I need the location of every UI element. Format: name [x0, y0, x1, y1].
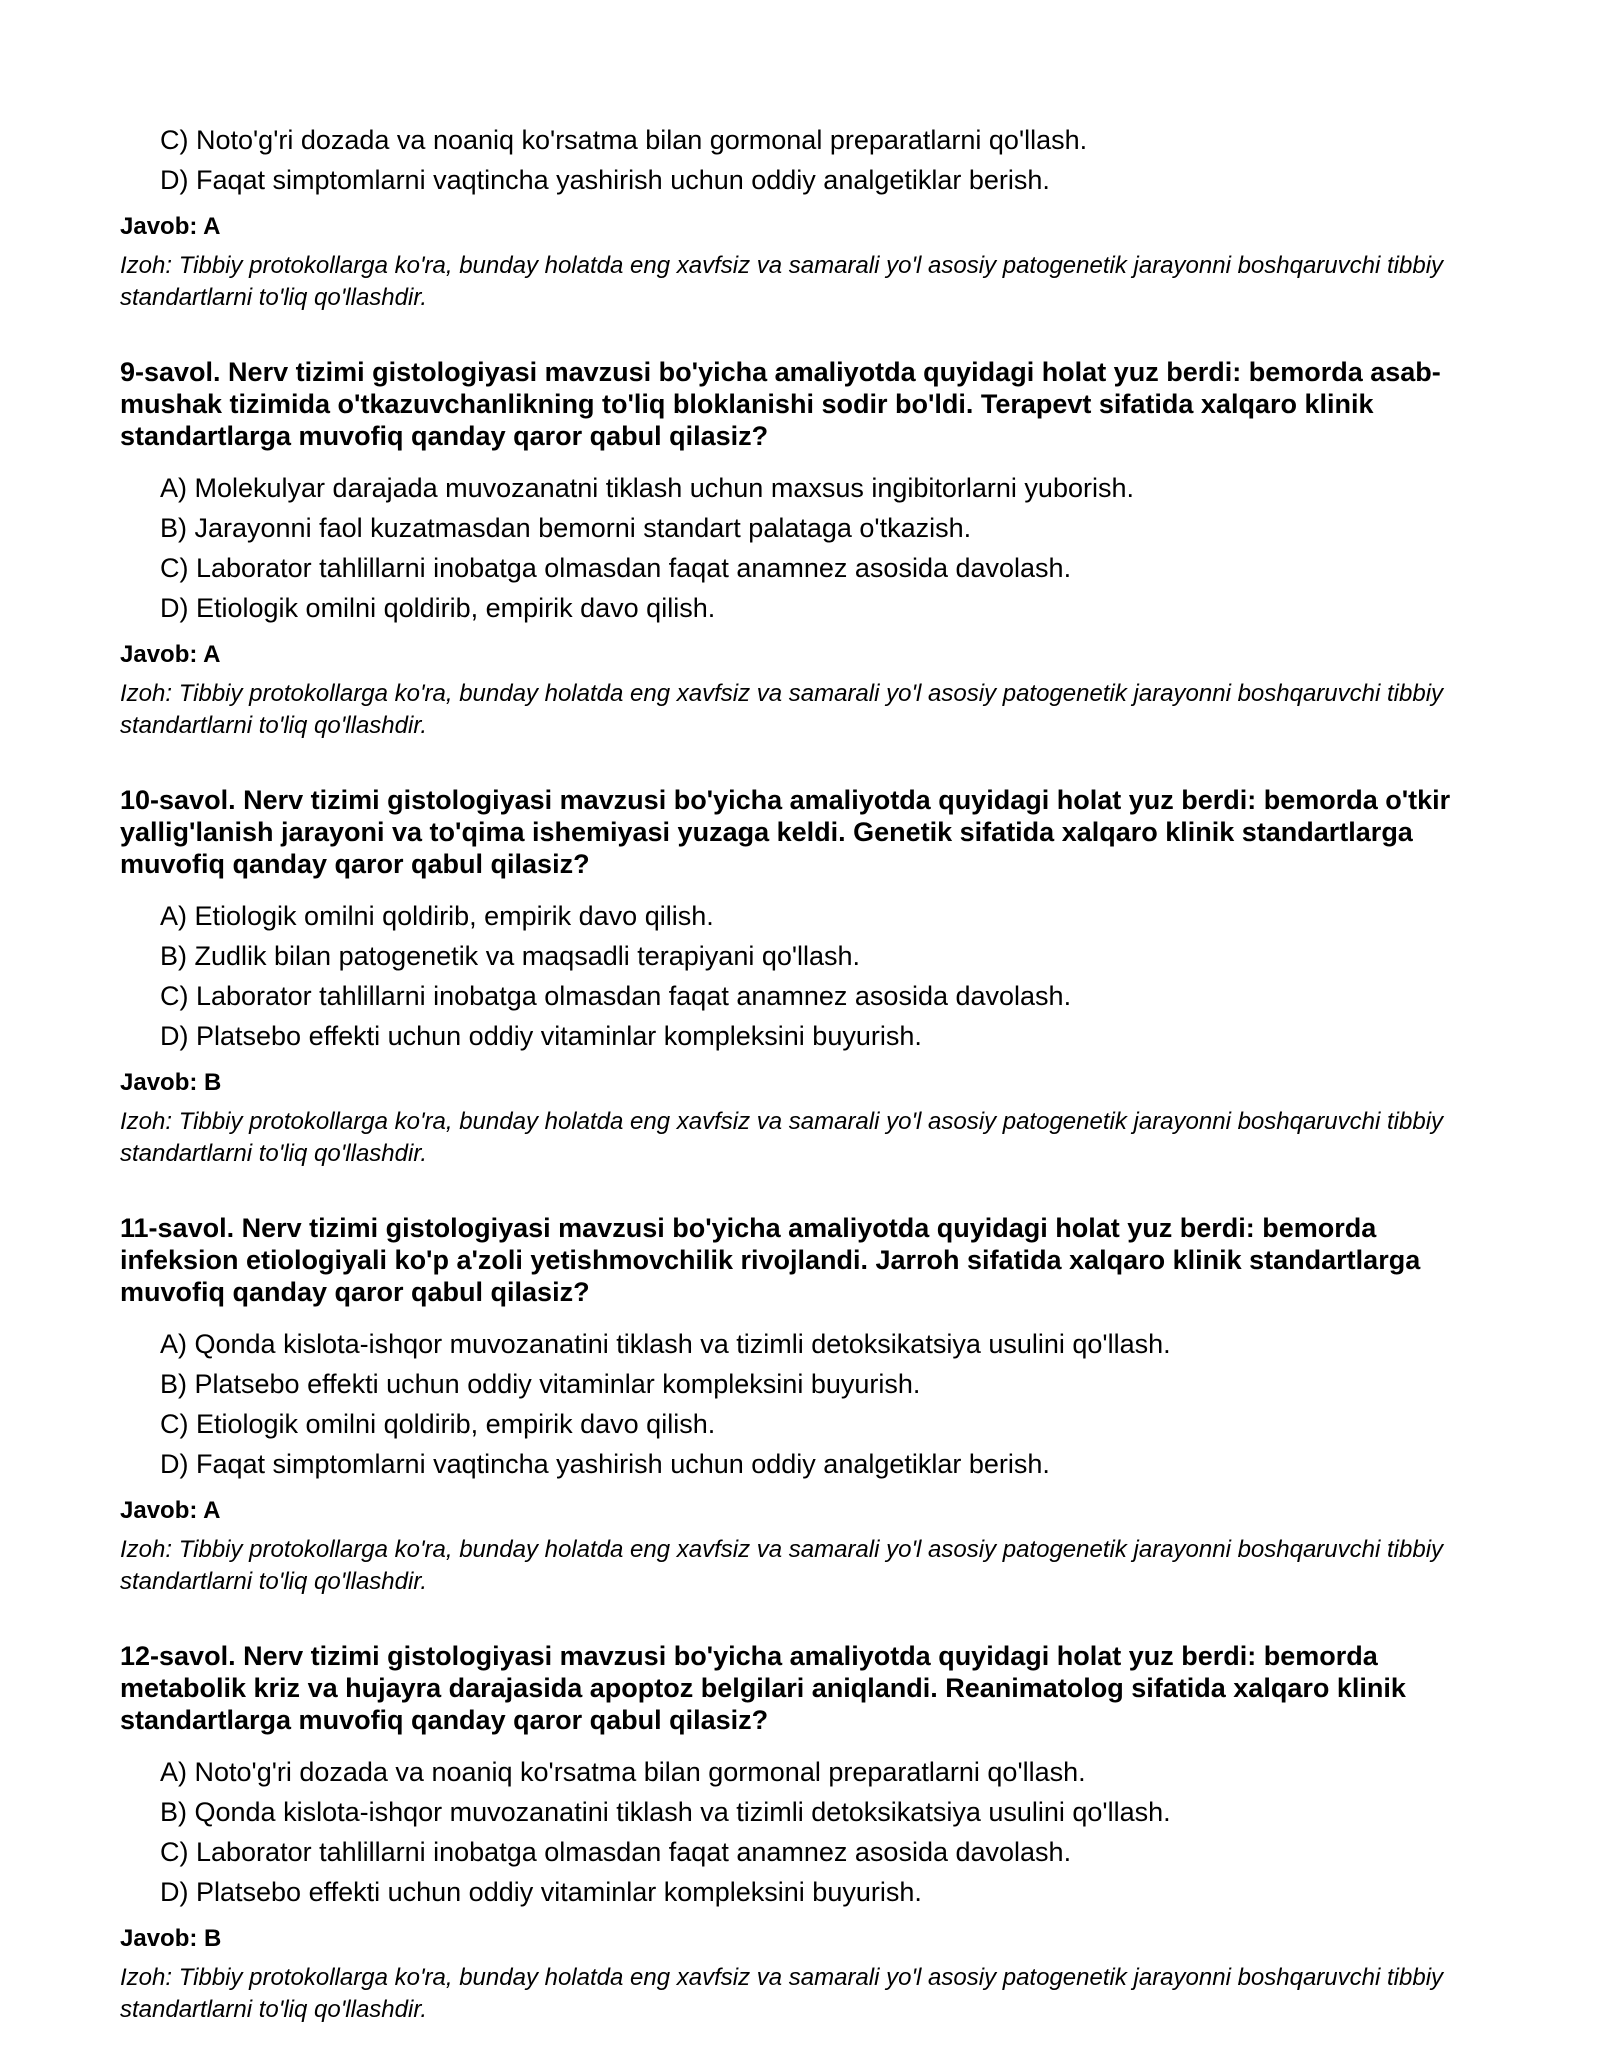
answer-label: Javob: A — [120, 213, 221, 240]
option-c: C) Laborator tahlillarni inobatga olmasdan faqat anamnez asosida davolash. — [160, 1837, 1072, 1867]
answer-label: Javob: B — [120, 1069, 222, 1096]
question-options — [160, 896, 1480, 1056]
question-options — [160, 1324, 1480, 1484]
explanation-note: Izoh: Tibbiy protokollarga ko'ra, bunday holatda eng xavfsiz va samarali yo'l asosiy patogenetik jarayonni boshqaruvchi tibbiy standartlarni to'liq qo'llashdir. — [120, 1964, 1444, 2023]
option-b: B) Zudlik bilan patogenetik va maqsadli terapiyani qo'llash. — [160, 941, 861, 971]
question-block-9 — [120, 356, 1480, 742]
answer-label: Javob: A — [120, 641, 221, 668]
option-c: C) Etiologik omilni qoldirib, empirik davo qilish. — [160, 1409, 716, 1439]
question-text: 12-savol. Nerv tizimi gistologiyasi mavzusi bo'yicha amaliyotda quyidagi holat yuz berdi: bemorda metabolik kriz va hujayra darajasida apoptoz belgilari aniqlandi. Reanimatolog sifatida xalqaro klinik standartlarga muvofiq qanday qaror qabul qilasiz? — [120, 1641, 1406, 1735]
question-text: 10-savol. Nerv tizimi gistologiyasi mavzusi bo'yicha amaliyotda quyidagi holat yuz berdi: bemorda o'tkir yallig'lanish jarayoni va to'qima ishemiyasi yuzaga keldi. Genetik sifatida xalqaro klinik standartlarga muvofiq qanday qaror qabul qilasiz? — [120, 785, 1451, 879]
question-text: 9-savol. Nerv tizimi gistologiyasi mavzusi bo'yicha amaliyotda quyidagi holat yuz berdi: bemorda asab-mushak tizimida o'tkazuvchanlikning to'liq bloklanishi sodir bo'ldi. Terapevt sifatida xalqaro klinik standartlarga muvofiq qanday qaror qabul qilasiz? — [120, 357, 1441, 451]
option-a: A) Qonda kislota-ishqor muvozanatini tiklash va tizimli detoksikatsiya usulini qo'llash. — [160, 1329, 1171, 1359]
answer-label: Javob: B — [120, 1925, 222, 1952]
explanation-note: Izoh: Tibbiy protokollarga ko'ra, bunday holatda eng xavfsiz va samarali yo'l asosiy patogenetik jarayonni boshqaruvchi tibbiy standartlarni to'liq qo'llashdir. — [120, 1108, 1444, 1167]
option-d: D) Faqat simptomlarni vaqtincha yashirish uchun oddiy analgetiklar berish. — [160, 165, 1050, 195]
option-b: B) Platsebo effekti uchun oddiy vitaminlar kompleksini buyurish. — [160, 1369, 921, 1399]
explanation-note: Izoh: Tibbiy protokollarga ko'ra, bunday holatda eng xavfsiz va samarali yo'l asosiy patogenetik jarayonni boshqaruvchi tibbiy standartlarni to'liq qo'llashdir. — [120, 252, 1444, 311]
document-page — [120, 120, 1480, 2026]
question-block-10 — [120, 784, 1480, 1170]
option-c: C) Noto'g'ri dozada va noaniq ko'rsatma bilan gormonal preparatlarni qo'llash. — [160, 125, 1088, 155]
carryover-block — [120, 120, 1480, 314]
option-a: A) Noto'g'ri dozada va noaniq ko'rsatma bilan gormonal preparatlarni qo'llash. — [160, 1757, 1086, 1787]
option-b: B) Qonda kislota-ishqor muvozanatini tiklash va tizimli detoksikatsiya usulini qo'llash. — [160, 1797, 1171, 1827]
option-a: A) Etiologik omilni qoldirib, empirik davo qilish. — [160, 901, 714, 931]
option-d: D) Etiologik omilni qoldirib, empirik davo qilish. — [160, 593, 716, 623]
question-options — [160, 468, 1480, 628]
option-a: A) Molekulyar darajada muvozanatni tiklash uchun maxsus ingibitorlarni yuborish. — [160, 473, 1134, 503]
option-d: D) Platsebo effekti uchun oddiy vitaminlar kompleksini buyurish. — [160, 1877, 922, 1907]
question-text: 11-savol. Nerv tizimi gistologiyasi mavzusi bo'yicha amaliyotda quyidagi holat yuz berdi: bemorda infeksion etiologiyali ko'p a'zoli yetishmovchilik rivojlandi. Jarroh sifatida xalqaro klinik standartlarga muvofiq qanday qaror qabul qilasiz? — [120, 1213, 1421, 1307]
option-c: C) Laborator tahlillarni inobatga olmasdan faqat anamnez asosida davolash. — [160, 981, 1072, 1011]
option-d: D) Platsebo effekti uchun oddiy vitaminlar kompleksini buyurish. — [160, 1021, 922, 1051]
question-block-12 — [120, 1640, 1480, 2026]
option-b: B) Jarayonni faol kuzatmasdan bemorni standart palataga o'tkazish. — [160, 513, 972, 543]
explanation-note: Izoh: Tibbiy protokollarga ko'ra, bunday holatda eng xavfsiz va samarali yo'l asosiy patogenetik jarayonni boshqaruvchi tibbiy standartlarni to'liq qo'llashdir. — [120, 680, 1444, 739]
answer-label: Javob: A — [120, 1497, 221, 1524]
question-block-11 — [120, 1212, 1480, 1598]
option-d: D) Faqat simptomlarni vaqtincha yashirish uchun oddiy analgetiklar berish. — [160, 1449, 1050, 1479]
option-c: C) Laborator tahlillarni inobatga olmasdan faqat anamnez asosida davolash. — [160, 553, 1072, 583]
question-options — [160, 1752, 1480, 1912]
explanation-note: Izoh: Tibbiy protokollarga ko'ra, bunday holatda eng xavfsiz va samarali yo'l asosiy patogenetik jarayonni boshqaruvchi tibbiy standartlarni to'liq qo'llashdir. — [120, 1536, 1444, 1595]
carryover-options — [160, 120, 1480, 200]
